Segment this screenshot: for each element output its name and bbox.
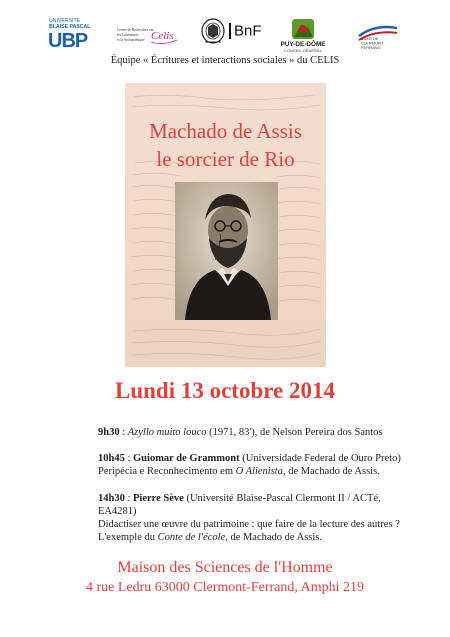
puy-sub: CONSEIL GÉNÉRAL xyxy=(284,48,322,53)
film-title: Azyllo muito louco xyxy=(127,427,207,438)
talk-2-work: O Alienista xyxy=(235,466,283,477)
poster-title-line-1: Machado de Assis xyxy=(149,119,302,143)
team-subtitle: Équipe « Écritures et interactions sociales » du CELIS xyxy=(110,55,340,66)
bnf-logo xyxy=(229,22,269,44)
celis-logo xyxy=(115,22,179,48)
talk-3-work: Conte de l'école xyxy=(157,532,226,543)
talk-3-title: Didactiser une œuvre du patrimoine : que faire de la lecture des autres ? xyxy=(98,519,400,530)
celis-mark: Celis xyxy=(151,30,174,42)
program-item-2-line-2 xyxy=(98,465,428,478)
celis-small-3: et la Sociopoétique xyxy=(117,38,145,42)
clermont-line1: VILLE DE xyxy=(361,36,379,41)
speaker-2: Guiomar de Grammont xyxy=(133,453,240,464)
poster-title-line-2: le sorcier de Rio xyxy=(156,147,295,171)
event-date: Lundi 13 octobre 2014 xyxy=(114,378,336,403)
venue-address: 4 rue Ledru 63000 Clermont-Ferrand, Amphi 219 xyxy=(85,580,364,595)
puy-name: PUY-DE-DÔME xyxy=(280,41,326,48)
clermont-ferrand-logo xyxy=(357,22,399,50)
time-3: 14h30 xyxy=(98,493,125,504)
machado-de-assis-portrait xyxy=(175,182,278,320)
program-item-1 xyxy=(98,426,428,439)
talk-3-pre: L'exemple du xyxy=(98,532,158,543)
logo-row xyxy=(0,0,450,56)
talk-2-post: , de Machado de Assis. xyxy=(282,466,380,477)
sep-3: : xyxy=(124,493,134,504)
affiliation-3: (Université Blaise-Pascal Clermont II / ACTé, xyxy=(183,493,381,504)
venue-name: Maison des Sciences de l'Homme xyxy=(117,559,333,576)
talk-3-post: , de Machado de Assis. xyxy=(225,532,323,543)
affiliation-3-cont: EA4281) xyxy=(98,506,137,517)
program-item-3 xyxy=(98,492,428,544)
sep-1: : xyxy=(119,427,128,438)
ubp-letters: UBP xyxy=(48,30,88,48)
speaker-3: Pierre Sève xyxy=(133,493,184,504)
program-item-2-line-1 xyxy=(98,452,428,465)
bnf-text: BnF xyxy=(234,22,262,40)
ubp-line1: UNIVERSITÉ xyxy=(49,18,81,24)
puy-de-dome-logo xyxy=(279,17,327,53)
sep-2: : xyxy=(124,453,134,464)
talk-2-pre: Peripécia e Reconhecimento em xyxy=(98,466,236,477)
universite-blaise-pascal-logo xyxy=(47,16,109,48)
program-item-3-line-1 xyxy=(98,492,428,505)
time-2: 10h45 xyxy=(98,453,125,464)
ubp-line2: BLAISE PASCAL xyxy=(49,24,91,30)
talk-3-line-2 xyxy=(98,531,428,544)
celis-small-1: Centre de Recherches sur xyxy=(117,28,154,32)
affiliation-2: (Universidade Federal de Ouro Preto) xyxy=(239,453,401,464)
time-1: 9h30 xyxy=(98,427,120,438)
celis-small-2: les Littératures xyxy=(117,33,139,37)
program-item-2 xyxy=(98,452,428,478)
seal-emblem-icon xyxy=(200,18,226,46)
film-details: (1971, 83'), de Nelson Pereira dos Santos xyxy=(206,427,383,438)
clermont-line2: CLERMONT- xyxy=(361,40,385,46)
clermont-line3: FERRAND xyxy=(361,45,381,50)
